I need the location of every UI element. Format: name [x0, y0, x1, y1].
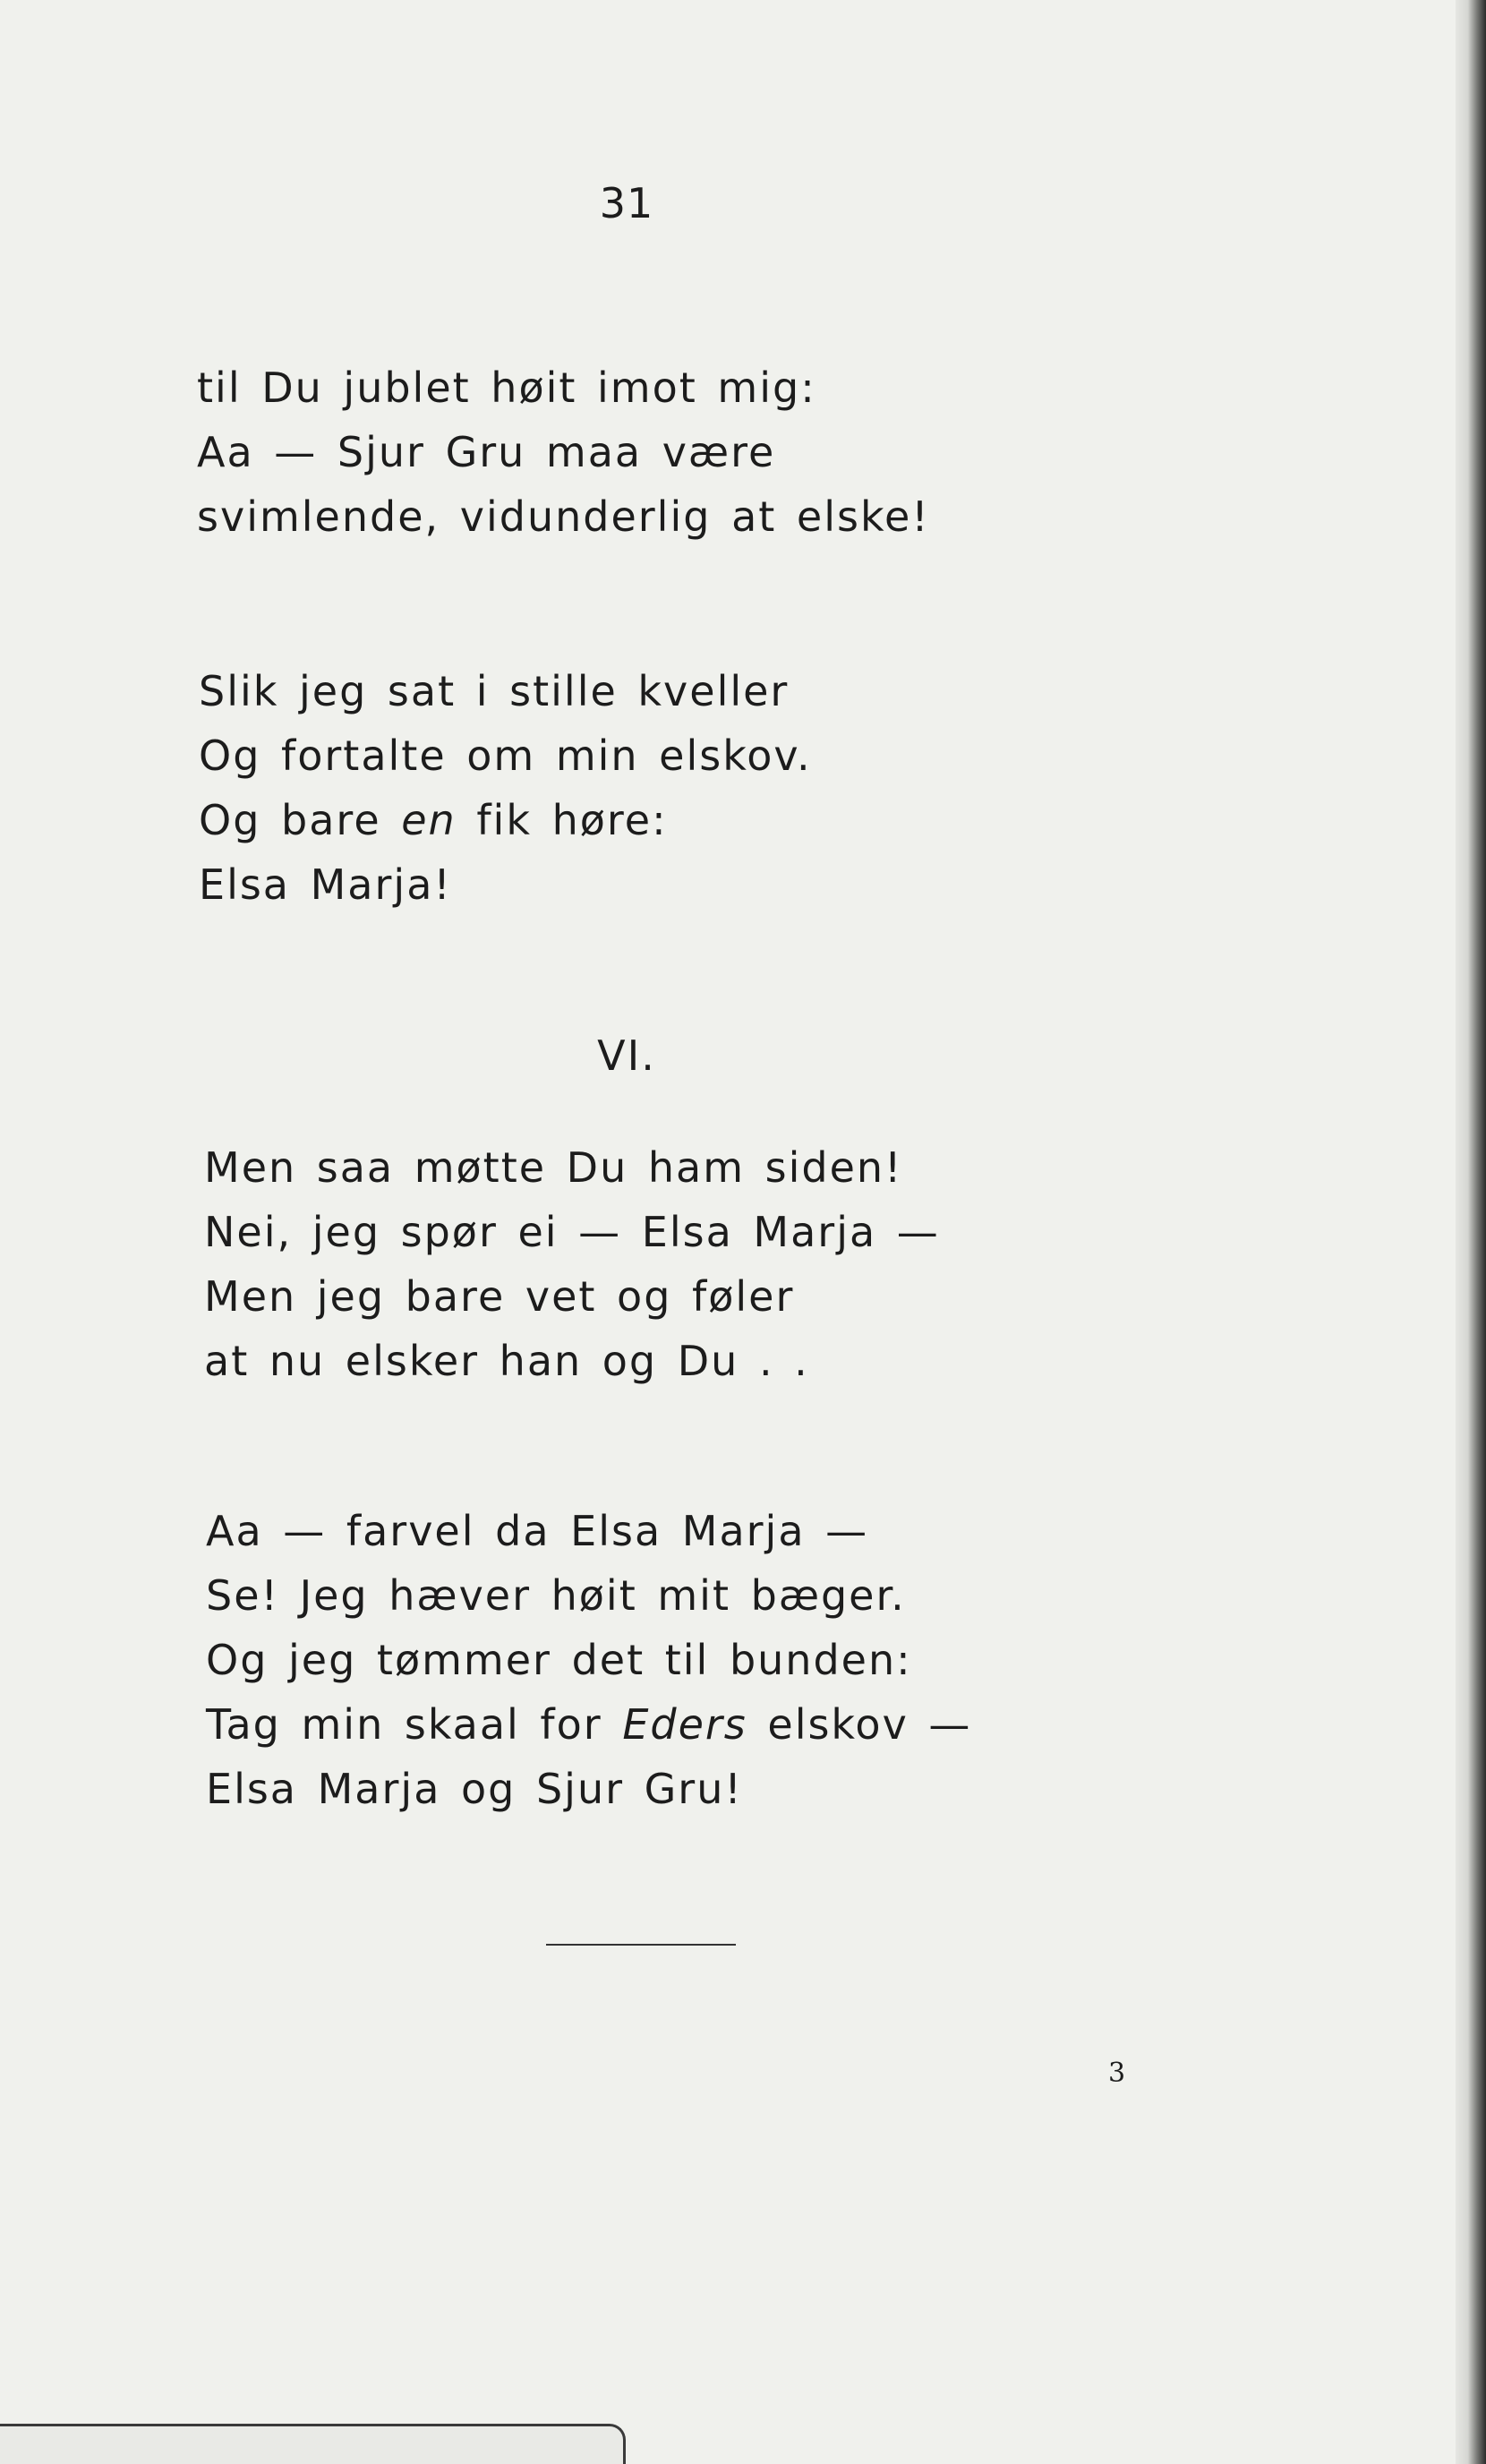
- poem-line: at nu elsker han og Du . .: [204, 1337, 809, 1385]
- end-rule-divider: [546, 1944, 736, 1946]
- signature-mark: 3: [1108, 2058, 1126, 2089]
- stanza-2: [199, 659, 812, 917]
- poem-line-text: elskov —: [747, 1700, 972, 1749]
- page-number: 31: [599, 179, 654, 227]
- poem-line: Elsa Marja og Sjur Gru!: [206, 1765, 743, 1813]
- poem-line: [199, 788, 812, 852]
- stanza-1: [197, 355, 930, 549]
- poem-line: Men saa møtte Du ham siden!: [204, 1143, 903, 1192]
- section-heading: VI.: [597, 1031, 656, 1080]
- poem-line: Slik jeg sat i stille kveller: [199, 667, 790, 715]
- poem-line: Elsa Marja!: [199, 860, 452, 909]
- poem-line: Aa — farvel da Elsa Marja —: [206, 1507, 869, 1555]
- poem-line: Og jeg tømmer det til bunden:: [206, 1636, 912, 1684]
- poem-line: Aa — Sjur Gru maa være: [197, 428, 776, 476]
- poem-line-text: fik høre:: [456, 796, 668, 844]
- poem-line: svimlende, vidunderlig at elske!: [197, 492, 930, 541]
- poem-line: til Du jublet høit imot mig:: [197, 364, 816, 412]
- poem-line: Se! Jeg hæver høit mit bæger.: [206, 1571, 906, 1620]
- poem-line: [206, 1692, 971, 1757]
- emphasized-word: en: [401, 796, 457, 844]
- poem-line: Men jeg bare vet og føler: [204, 1272, 795, 1321]
- poem-line: Og fortalte om min elskov.: [199, 732, 812, 780]
- stanza-4: [206, 1499, 971, 1821]
- emphasized-word: Eders: [622, 1700, 747, 1749]
- stanza-3: [204, 1135, 940, 1393]
- poem-line-text: Tag min skaal for: [206, 1700, 623, 1749]
- poem-line: Nei, jeg spør ei — Elsa Marja —: [204, 1208, 940, 1256]
- bottom-tab-edge: [0, 2424, 626, 2464]
- page-edge-shadow: [1456, 0, 1486, 2464]
- poem-line-text: Og bare: [199, 796, 402, 844]
